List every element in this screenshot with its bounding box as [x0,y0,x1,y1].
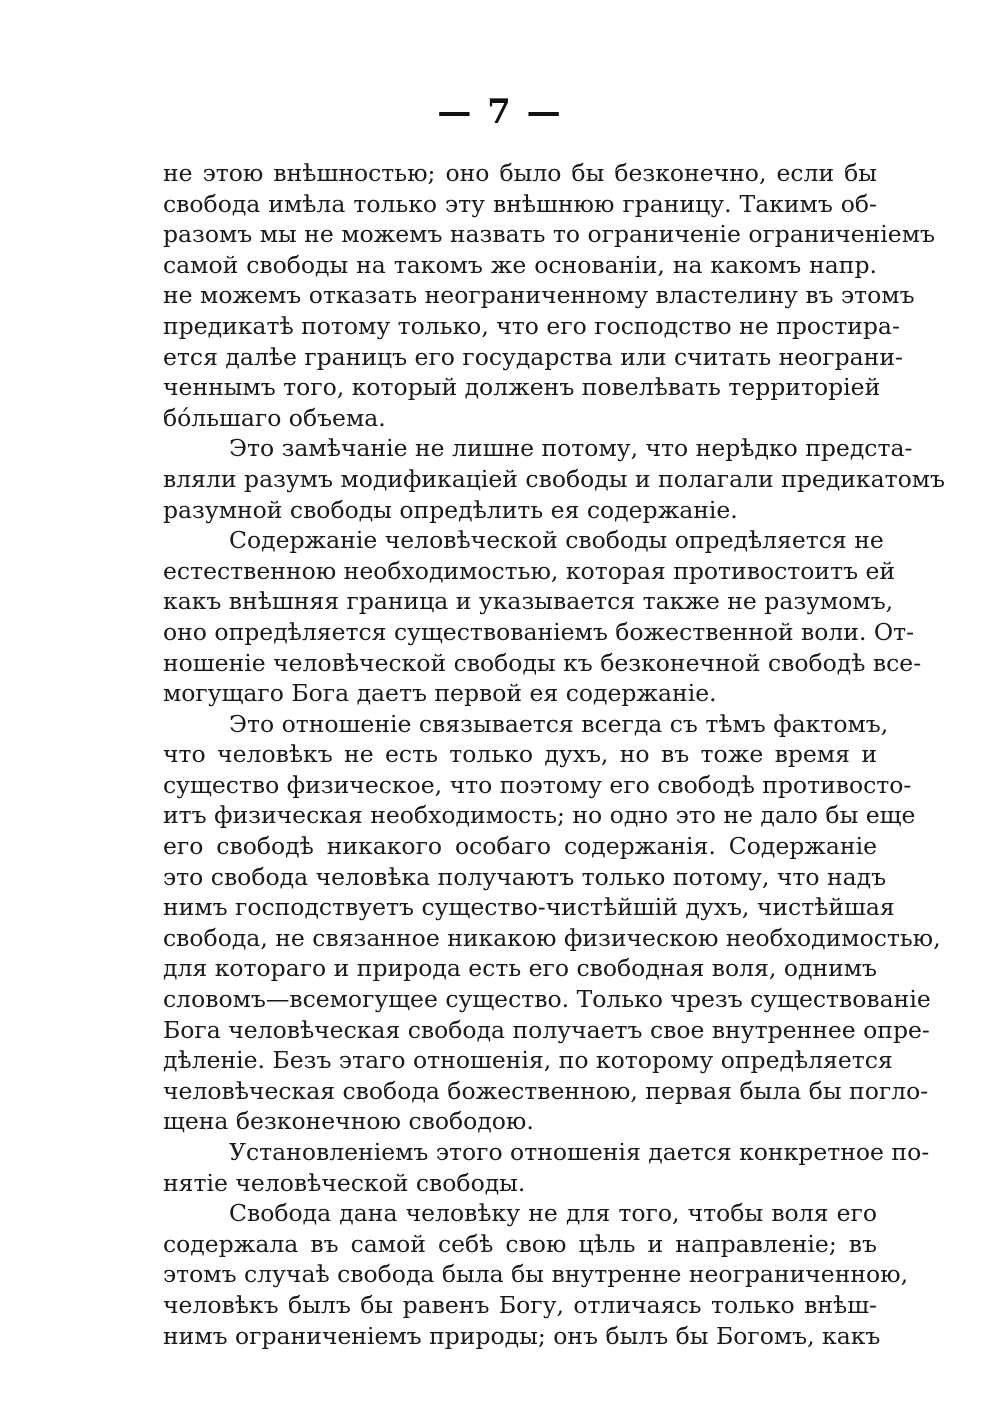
text-line: что человѣкъ не есть только духъ, но въ тоже время и [163,740,877,769]
text-line: щена безконечною свободою. [163,1107,534,1136]
text-line: могущаго Бога даетъ первой ея содержаніе. [163,679,717,708]
text-line: его свободѣ никакого особаго содержанія. Содержаніе [163,832,877,861]
text-line: самой свободы на такомъ же основаніи, на какомъ напр. [163,250,877,279]
text-line: для котораго и природа есть его свободная воля, однимъ [163,954,877,983]
text-line: существо физическое, что поэтому его свободѣ противосто- [163,770,912,799]
paragraph [163,525,922,709]
text-line: это свобода человѣка получаютъ только потому, что надъ [163,862,887,891]
text-line: свобода, не связанное никакою физическою необходимостью, [163,923,941,952]
text-line: свобода имѣла только эту внѣшнюю границу. Такимъ об- [163,189,877,218]
text-line: нятіе человѣческой свободы. [163,1168,526,1197]
text-line: Это замѣчаніе не лишне потому, что нерѣдко предста- [229,434,913,463]
text-line: ченнымъ того, который долженъ повелѣвать территоріей [163,373,881,402]
text-line: Это отношеніе связывается всегда съ тѣмъ фактомъ, [229,709,889,738]
text-line: Содержаніе человѣческой свободы опредѣляется не [229,526,884,555]
text-line: разумной свободы опредѣлить ея содержаніе. [163,495,738,524]
text-line: этомъ случаѣ свобода была бы внутренне неограниченною, [163,1260,909,1289]
text-line: ется далѣе границъ его государства или считать неограни- [163,342,903,371]
paragraph [163,433,945,525]
paragraph [163,158,935,433]
text-line: бо́льшаго объема. [163,403,386,432]
text-line: предикатѣ потому только, что его господство не простира- [163,311,900,340]
text-line: дѣленіе. Безъ этаго отношенія, по которому опредѣляется [163,1046,893,1075]
text-line: нимъ господствуетъ существо-чистѣйшій духъ, чистѣйшая [163,893,895,922]
text-line: разомъ мы не можемъ назвать то ограниченіе ограниченіемъ [163,220,935,249]
paragraph [163,1198,909,1351]
text-line: нимъ ограниченіемъ природы; онъ былъ бы Богомъ, какъ [163,1321,881,1350]
text-line: Бога человѣческая свобода получаетъ свое внутреннее опре- [163,1015,930,1044]
page-number: — 7 — [437,92,563,132]
text-line: содержала въ самой себѣ свою цѣль и направленіе; въ [163,1229,877,1258]
text-line: естественною необходимостью, которая противостоитъ ей [163,556,896,585]
text-line: какъ внѣшняя граница и указывается также не разумомъ, [163,587,894,616]
text-line: словомъ—всемогущее существо. Только чрезъ существованіе [163,985,931,1014]
text-line: итъ физическая необходимость; но одно это не дало бы еще [163,801,916,830]
body-text [163,158,945,1351]
text-line: человѣческая свобода божественною, первая была бы погло- [163,1076,929,1105]
text-line: человѣкъ былъ бы равенъ Богу, отличаясь только внѣш- [163,1290,877,1319]
text-line: не можемъ отказать неограниченному властелину въ этомъ [163,281,915,310]
paragraph [163,709,941,1137]
text-line: Установленіемъ этого отношенія дается конкретное по- [229,1138,930,1166]
text-line: ношеніе человѣческой свободы къ безконечной свободѣ все- [163,648,922,677]
text-line: вляли разумъ модификаціей свободы и полагали предикатомъ [163,464,945,493]
text-line: не этою внѣшностью; оно было бы безконечно, если бы [163,159,877,187]
text-line: Свобода дана человѣку не для того, чтобы воля его [229,1199,877,1228]
text-line: оно опредѣляется существованіемъ божественной воли. От- [163,617,915,646]
paragraph [163,1137,930,1198]
